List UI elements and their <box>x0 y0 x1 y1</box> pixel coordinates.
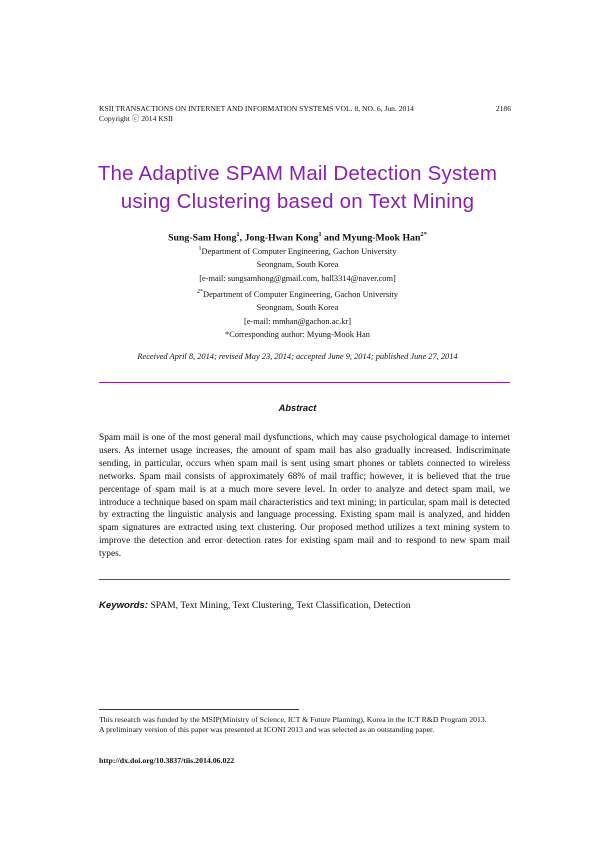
divider-bottom <box>99 579 510 580</box>
funding-note: This research was funded by the MSIP(Ministry of Science, ICT & Future Planning), Korea in the ICT R&D Program 2013. <box>99 715 487 724</box>
doi-link[interactable]: http://dx.doi.org/10.3837/tiis.2014.06.022 <box>99 756 235 765</box>
paper-title <box>60 160 535 216</box>
author-list: Sung-Sam Hong$^1$, Jong-Hwan Kong$^1$ and Myung-Mook Han$^{2*}$ <box>168 231 427 244</box>
abstract-heading: Abstract <box>278 403 317 413</box>
affiliation-2-city: Seongnam, South Korea <box>256 302 339 312</box>
corresponding-author: *Corresponding author: Myung-Mook Han <box>225 330 370 340</box>
author-1: Sung-Sam Hong <box>168 232 237 244</box>
copyright-line: Copyright ⓒ 2014 KSII <box>99 114 174 123</box>
preliminary-note: A preliminary version of this paper was presented at ICONI 2013 and was selected as an outstanding paper. <box>99 725 435 735</box>
divider-top <box>99 382 510 383</box>
affiliation-1-email: [e-mail: sungsamhong@gmail.com, ball3314@naver.com] <box>199 273 396 283</box>
page-number: 2186 <box>495 104 511 113</box>
affiliations <box>0 243 595 342</box>
keywords <box>99 600 519 611</box>
journal-line: KSII TRANSACTIONS ON INTERNET AND INFORMATION SYSTEMS VOL. 8, NO. 6, Jun. 2014 <box>99 104 414 113</box>
author-1-affil-mark: 1 <box>236 231 240 238</box>
author-2: Jong-Hwan Kong <box>244 232 319 244</box>
keywords-label: Keywords: <box>99 600 149 611</box>
title-line-2: using Clustering based on Text Mining <box>120 190 475 213</box>
keywords-text: SPAM, Text Mining, Text Clustering, Text Classification, Detection <box>150 600 411 611</box>
affiliation-1-city: Seongnam, South Korea <box>256 260 339 270</box>
author-3-affil-mark: 2* <box>420 231 427 238</box>
affiliation-2: $^{2*}$Department of Computer Engineering, Gachon University <box>197 288 398 299</box>
footnote-divider <box>99 709 299 710</box>
author-3: Myung-Mook Han <box>342 232 421 244</box>
affiliation-1-mark: 1 <box>198 246 202 252</box>
author-2-affil-mark: 1 <box>318 231 322 238</box>
footnotes <box>99 715 510 736</box>
running-header <box>99 104 511 124</box>
abstract-body: Spam mail is one of the most general mail dysfunctions, which may cause psychological damage to internet users. As internet usage increases, the amount of spam mail has also gradually increased. Indiscriminate sending, in particular, occurs when spam mail is sent using smart phones or tablets connected to wireless networks. Spam mail consists of approximately 68% of mail traffic; however, it is believed that the true percentage of spam mail is at a much more severe level. In order to analyze and detect spam mail, we introduce a technique based on spam mail characteristics and text mining; in particular, spam mail is detected by extracting the linguistic analysis and language processing. Existing spam mail is analyzed, and hidden spam signatures are extracted using text clustering. Our proposed method utilizes a text mining system to improve the detection and error detection rates for existing spam mail and to respond to new spam mail types. <box>99 433 510 560</box>
received-dates: Received April 8, 2014; revised May 23, 2014; accepted June 9, 2014; published June 27, 2014 <box>137 352 458 361</box>
affiliation-2-mark: 2* <box>197 288 204 295</box>
title-line-1: The Adaptive SPAM Mail Detection System <box>97 162 498 185</box>
affiliation-2-email: [e-mail: mmhan@gachon.ac.kr] <box>243 316 351 326</box>
affiliation-1: $^1$Department of Computer Engineering, Gachon University <box>198 246 397 256</box>
